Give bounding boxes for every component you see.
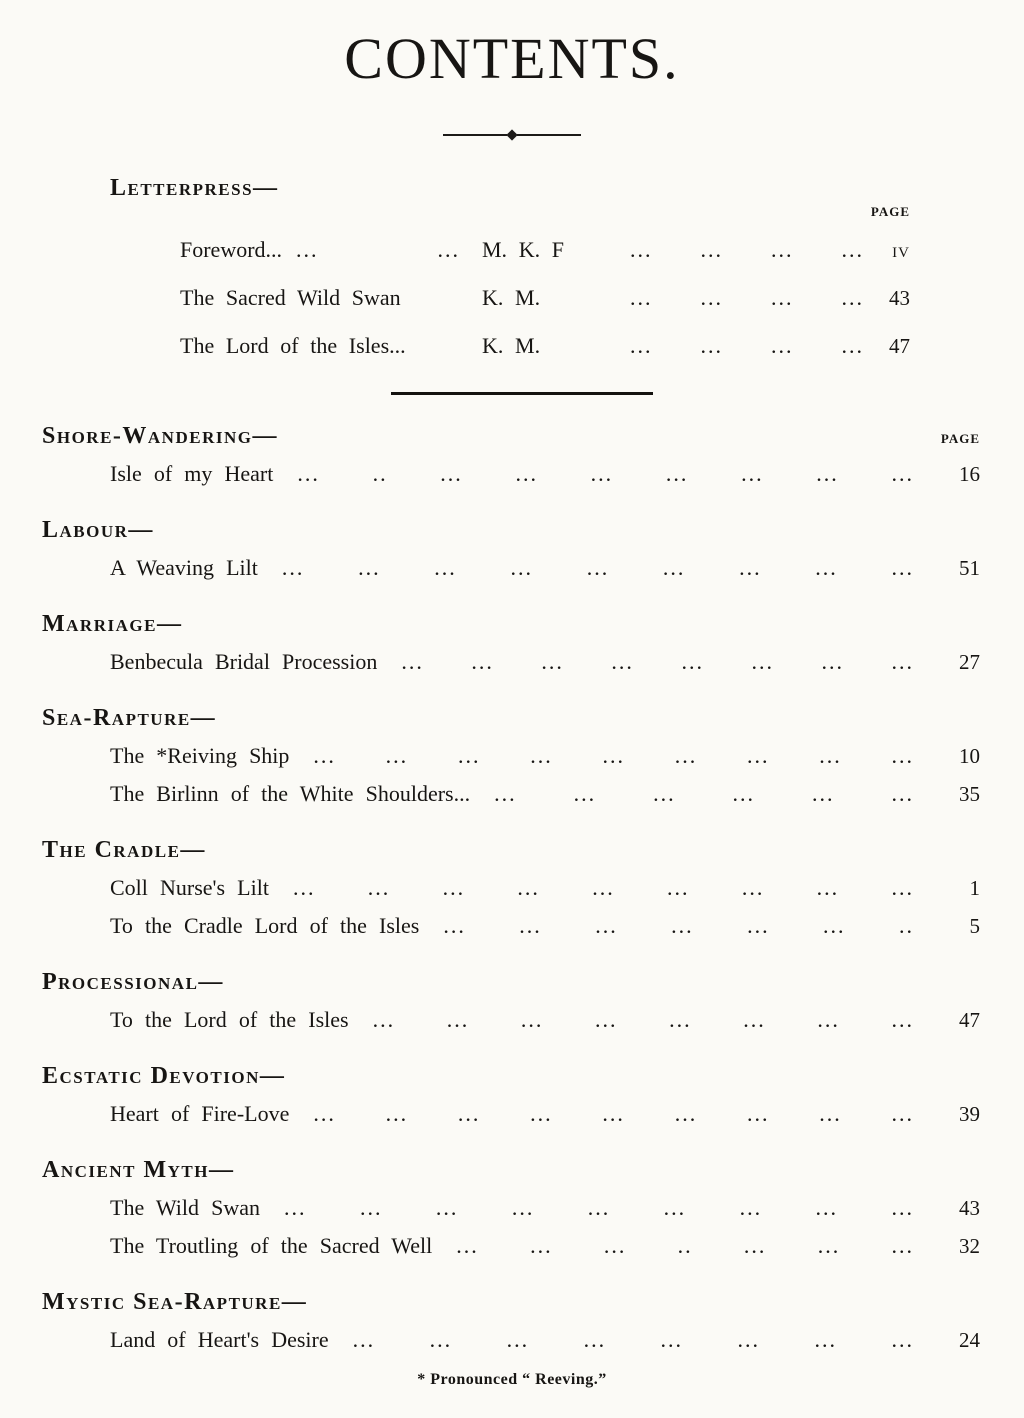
toc-section-the-cradle bbox=[42, 835, 980, 941]
entry-title: A Weaving Lilt bbox=[110, 554, 258, 580]
entry-title: Benbecula Bridal Procession bbox=[110, 648, 378, 674]
section-heading: Ancient Myth— bbox=[42, 1156, 235, 1183]
section-heading-letterpress: Letterpress— bbox=[110, 174, 279, 201]
toc-entry bbox=[110, 459, 980, 489]
toc-entry bbox=[110, 779, 980, 809]
entry-title: Heart of Fire-Love bbox=[110, 1100, 290, 1126]
dot-leader: ... ... ... ... ... ... ... ... bbox=[352, 1326, 914, 1352]
section-heading: Sea-Rapture— bbox=[42, 704, 217, 731]
entry-title: The Troutling of the Sacred Well bbox=[110, 1232, 433, 1258]
toc-entry bbox=[110, 647, 980, 677]
dot-leader: ... ... ... ... ... ... ... ... ... bbox=[313, 1100, 914, 1126]
entry-page-number: 10 bbox=[959, 743, 980, 768]
toc-entry bbox=[110, 911, 980, 941]
toc-entry bbox=[110, 1231, 980, 1261]
entry-author: K. M. bbox=[482, 284, 541, 310]
section-heading: Labour— bbox=[42, 516, 154, 543]
section-heading: Processional— bbox=[42, 968, 224, 995]
toc-section-labour bbox=[42, 515, 980, 583]
dot-leader: ... ... ... ... ... ... ... ... bbox=[372, 1006, 914, 1032]
dot-leader: ... ... ... ... bbox=[630, 284, 864, 310]
toc-entry bbox=[110, 553, 980, 583]
dot-leader: ... .. ... ... ... ... ... ... ... bbox=[297, 460, 914, 486]
toc-section-shore-wandering bbox=[42, 421, 980, 489]
entry-page-number: 1 bbox=[969, 875, 980, 900]
entry-page-number: 35 bbox=[959, 781, 980, 806]
page-column-label: PAGE bbox=[940, 430, 980, 446]
toc-section-ancient-myth bbox=[42, 1155, 980, 1261]
toc-entry bbox=[110, 741, 980, 771]
section-divider-rule bbox=[391, 392, 653, 395]
entry-page-number: 47 bbox=[959, 1007, 980, 1032]
dot-leader: ... ... ... ... bbox=[630, 332, 864, 358]
diamond-ornament-icon bbox=[506, 129, 517, 140]
toc-section-processional bbox=[42, 967, 980, 1035]
entry-title: Coll Nurse's Lilt bbox=[110, 874, 269, 900]
ornament-rule bbox=[0, 131, 1024, 139]
entry-page-number: 32 bbox=[959, 1233, 980, 1258]
entry-page-number: iv bbox=[892, 237, 910, 262]
entry-title: To the Cradle Lord of the Isles bbox=[110, 912, 420, 938]
page-title: CONTENTS. bbox=[344, 26, 680, 91]
entry-page-number: 24 bbox=[959, 1327, 980, 1352]
section-heading: Ecstatic Devotion— bbox=[42, 1062, 286, 1089]
entry-page-number: 27 bbox=[959, 649, 980, 674]
entry-page-number: 39 bbox=[959, 1101, 980, 1126]
section-heading: Marriage— bbox=[42, 610, 183, 637]
page-column-label: PAGE bbox=[870, 203, 910, 219]
toc-entry bbox=[110, 1005, 980, 1035]
entry-author: K. M. bbox=[482, 332, 541, 358]
toc-section-mystic-sea-rapture bbox=[42, 1287, 980, 1355]
section-heading: Shore-Wandering— bbox=[42, 422, 278, 449]
dot-leader: ... ... ... ... ... ... ... ... ... bbox=[313, 742, 914, 768]
rule-right-segment bbox=[517, 134, 581, 136]
entry-title: The Sacred Wild Swan bbox=[180, 284, 401, 310]
entry-title: The *Reiving Ship bbox=[110, 742, 290, 768]
toc-entry bbox=[110, 1099, 980, 1129]
toc-entry bbox=[110, 1325, 980, 1355]
letterpress-section bbox=[110, 173, 910, 362]
dot-leader: ... ... ... ... ... ... .. bbox=[443, 912, 914, 938]
rule-left-segment bbox=[443, 134, 507, 136]
dot-leader: ... ... bbox=[296, 236, 460, 262]
entry-page-number: 43 bbox=[959, 1195, 980, 1220]
toc-entry-lord-of-the-isles bbox=[180, 330, 910, 362]
dot-leader: ... ... ... ... ... ... ... ... ... bbox=[292, 874, 914, 900]
entry-title: The Wild Swan bbox=[110, 1194, 261, 1220]
table-of-contents bbox=[42, 421, 980, 1355]
toc-entry bbox=[110, 873, 980, 903]
entry-page-number: 47 bbox=[889, 333, 910, 358]
entry-page-number: 5 bbox=[969, 913, 980, 938]
toc-entry-sacred-wild-swan bbox=[180, 282, 910, 314]
entry-page-number: 51 bbox=[959, 555, 980, 580]
entry-title: The Lord of the Isles... bbox=[180, 332, 406, 358]
entry-title: Foreword... bbox=[180, 236, 283, 262]
section-heading: The Cradle— bbox=[42, 836, 206, 863]
pronunciation-footnote: * Pronounced “ Reeving.” bbox=[417, 1370, 607, 1388]
toc-section-sea-rapture bbox=[42, 703, 980, 809]
entry-page-number: 43 bbox=[889, 285, 910, 310]
section-heading: Mystic Sea-Rapture— bbox=[42, 1288, 308, 1315]
dot-leader: ... ... ... ... bbox=[630, 236, 864, 262]
entry-title: The Birlinn of the White Shoulders... bbox=[110, 780, 471, 806]
dot-leader: ... ... ... .. ... ... ... bbox=[456, 1232, 914, 1258]
entry-title: Land of Heart's Desire bbox=[110, 1326, 329, 1352]
toc-entry-foreword bbox=[180, 234, 910, 266]
entry-title: To the Lord of the Isles bbox=[110, 1006, 349, 1032]
entry-title: Isle of my Heart bbox=[110, 460, 274, 486]
dot-leader: ... ... ... ... ... ... ... ... ... bbox=[281, 554, 914, 580]
toc-section-marriage bbox=[42, 609, 980, 677]
dot-leader: ... ... ... ... ... ... ... ... ... bbox=[284, 1194, 914, 1220]
toc-entry bbox=[110, 1193, 980, 1223]
book-contents-page bbox=[0, 26, 1024, 1418]
dot-leader: ... ... ... ... ... ... bbox=[494, 780, 914, 806]
entry-author: M. K. F bbox=[482, 236, 565, 262]
dot-leader: ... ... ... ... ... ... ... ... bbox=[401, 648, 914, 674]
toc-section-ecstatic-devotion bbox=[42, 1061, 980, 1129]
entry-page-number: 16 bbox=[959, 461, 980, 486]
